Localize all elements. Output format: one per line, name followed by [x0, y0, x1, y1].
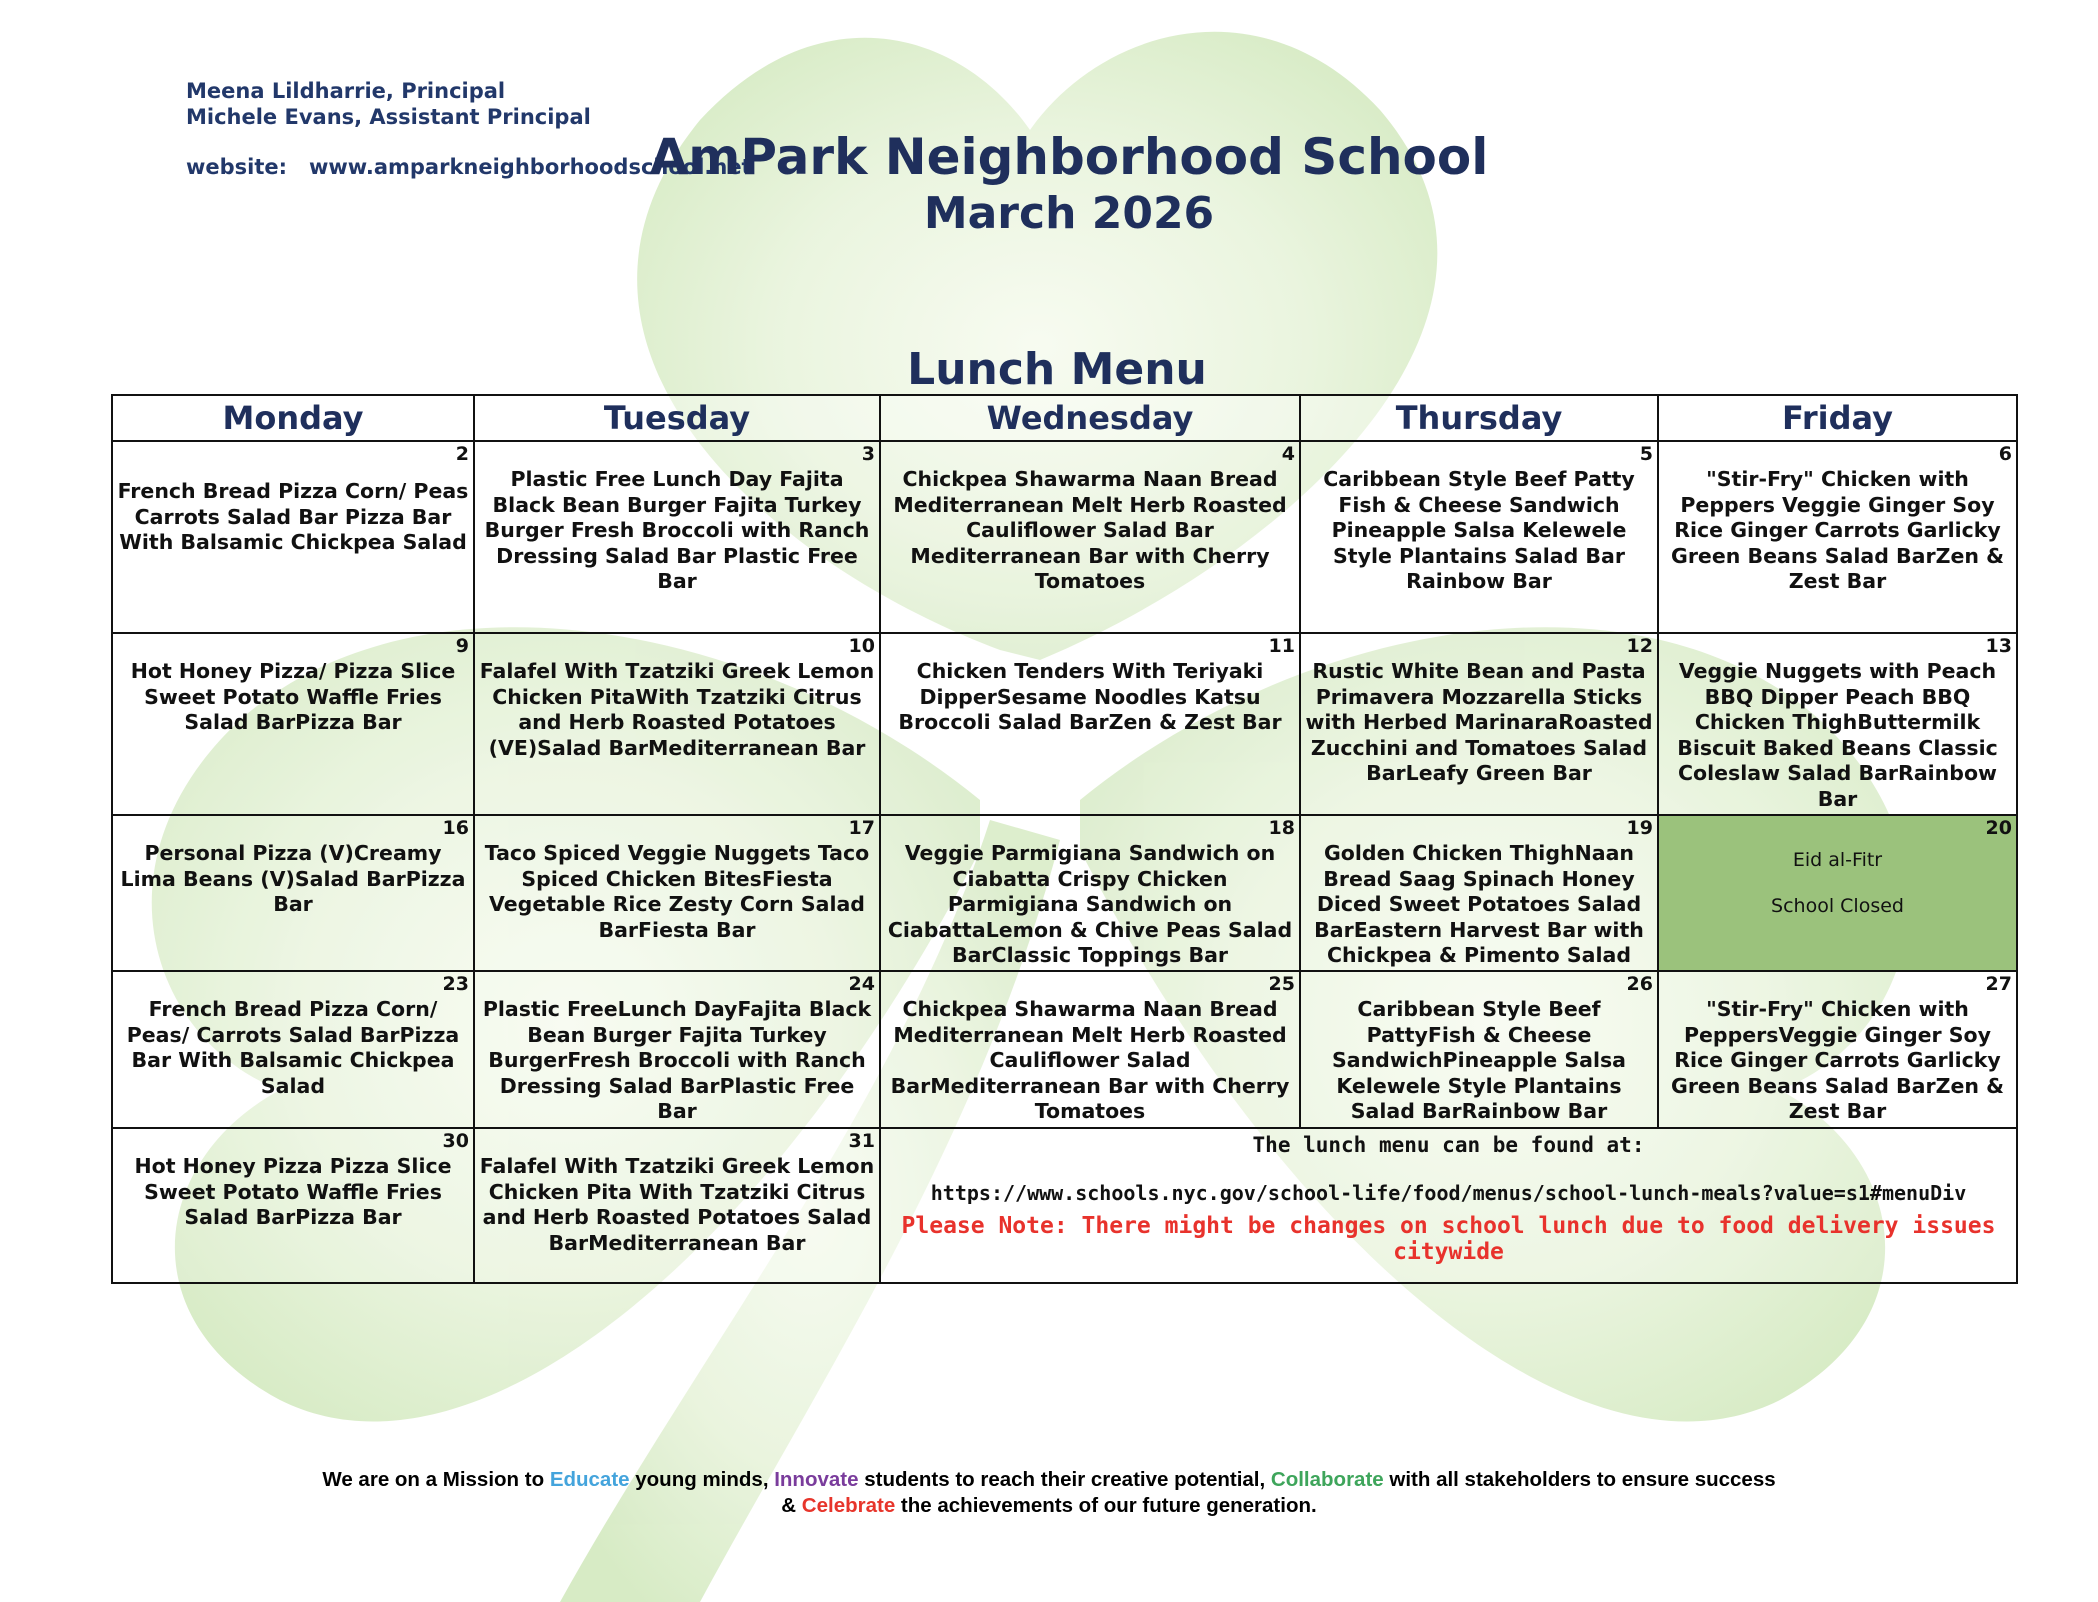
day-cell: [1300, 441, 1658, 633]
day-cell-closed: [1658, 815, 2017, 971]
month-title: March 2026: [923, 188, 1215, 239]
day-cell: [112, 815, 474, 971]
mission-text: with all stakeholders to ensure success: [1383, 1468, 1776, 1491]
school-name: AmPark Neighborhood School: [649, 128, 1489, 186]
day-number: 10: [848, 635, 875, 657]
day-menu: Chickpea Shawarma Naan Bread Mediterranean Melt Herb Roasted Cauliflower Salad Bar Mediterranean Bar with Cherry Tomatoes: [893, 467, 1287, 593]
mission-collaborate: Collaborate: [1270, 1468, 1384, 1491]
day-number: 31: [848, 1130, 875, 1152]
day-menu: Caribbean Style Beef PattyFish & Cheese SandwichPineapple Salsa Kelewele Style Plantains Salad BarRainbow Bar: [1331, 997, 1627, 1123]
day-menu: Plastic Free Lunch Day Fajita Black Bean Burger Fajita Turkey Burger Fresh Broccoli with Ranch Dressing Salad Bar Plastic Free Bar: [484, 467, 870, 593]
day-number: 3: [861, 443, 875, 465]
day-number: 30: [442, 1130, 469, 1152]
week-row: [112, 633, 2017, 815]
day-cell: [1658, 633, 2017, 815]
principal-name: Meena Lildharrie, Principal: [186, 79, 506, 103]
day-menu: Plastic FreeLunch DayFajita Black Bean Burger Fajita Turkey BurgerFresh Broccoli with Ranch Dressing Salad BarPlastic Free Bar: [482, 997, 872, 1123]
day-menu: "Stir-Fry" Chicken with PeppersVeggie Ginger Soy Rice Ginger Carrots Garlicky Green Beans Salad BarZen & Zest Bar: [1671, 997, 2004, 1123]
day-menu: Caribbean Style Beef Patty Fish & Cheese Sandwich Pineapple Salsa Kelewele Style Plantains Salad Bar Rainbow Bar: [1323, 467, 1635, 593]
day-menu: Golden Chicken ThighNaan Bread Saag Spinach Honey Diced Sweet Potatoes Salad BarEastern Harvest Bar with Chickpea & Pimento Salad: [1314, 841, 1644, 967]
day-number: 18: [1268, 817, 1295, 839]
day-menu: Chicken Tenders With Teriyaki DipperSesame Noodles Katsu Broccoli Salad BarZen & Zest Bar: [898, 659, 1282, 734]
day-cell: [1300, 633, 1658, 815]
day-cell: [474, 815, 880, 971]
week-row: [112, 441, 2017, 633]
day-menu: "Stir-Fry" Chicken with Peppers Veggie Ginger Soy Rice Ginger Carrots Garlicky Green Beans Salad BarZen & Zest Bar: [1671, 467, 2004, 593]
mission-text: the achievements of our future generation.: [895, 1494, 1317, 1517]
day-number: 23: [442, 973, 469, 995]
day-cell: [474, 971, 880, 1128]
day-menu: Veggie Nuggets with Peach BBQ Dipper Peach BBQ Chicken ThighButtermilk Biscuit Baked Beans Classic Coleslaw Salad BarRainbow Bar: [1677, 659, 1998, 811]
day-menu: Taco Spiced Veggie Nuggets Taco Spiced Chicken BitesFiesta Vegetable Rice Zesty Corn Salad BarFiesta Bar: [484, 841, 870, 942]
day-menu: Falafel With Tzatziki Greek Lemon Chicken Pita With Tzatziki Citrus and Herb Roasted Potatoes Salad BarMediterranean Bar: [479, 1154, 875, 1255]
weekday-header-row: [112, 395, 2017, 441]
day-menu: Veggie Parmigiana Sandwich on Ciabatta Crispy Chicken Parmigiana Sandwich on CiabattaLemon & Chive Peas Salad BarClassic Toppings Bar: [887, 841, 1293, 967]
day-cell: [112, 633, 474, 815]
day-number: 19: [1626, 817, 1653, 839]
mission-text: We are on a Mission to: [322, 1468, 550, 1491]
day-cell: [474, 633, 880, 815]
staff-block: [186, 78, 591, 130]
mission-line-2: [0, 1493, 2098, 1519]
day-menu: Chickpea Shawarma Naan Bread Mediterranean Melt Herb Roasted Cauliflower Salad BarMediterranean Bar with Cherry Tomatoes: [890, 997, 1290, 1123]
mission-line-1: [0, 1467, 2098, 1493]
website-link[interactable]: www.amparkneighborhoodschool.net: [309, 155, 752, 179]
day-cell: [474, 1128, 880, 1283]
day-cell: [1658, 971, 2017, 1128]
day-number: 25: [1268, 973, 1295, 995]
day-cell: [1658, 441, 2017, 633]
day-menu: French Bread Pizza Corn/ Peas Carrots Salad Bar Pizza Bar With Balsamic Chickpea Salad: [117, 479, 469, 554]
day-number: 4: [1281, 443, 1295, 465]
day-number: 9: [455, 635, 469, 657]
menu-note-warning: Please Note: There might be changes on school lunch due to food delivery issues citywide: [901, 1213, 1996, 1265]
day-menu: Rustic White Bean and Pasta Primavera Mozzarella Sticks with Herbed MarinaraRoasted Zucchini and Tomatoes Salad BarLeafy Green Bar: [1305, 659, 1653, 785]
day-number: 27: [1985, 973, 2012, 995]
day-number: 16: [442, 817, 469, 839]
week-row: [112, 1128, 2017, 1283]
mission-educate: Educate: [549, 1468, 630, 1491]
day-number: 12: [1626, 635, 1653, 657]
day-menu: Personal Pizza (V)Creamy Lima Beans (V)Salad BarPizza Bar: [120, 841, 466, 916]
day-menu: French Bread Pizza Corn/ Peas/ Carrots Salad BarPizza Bar With Balsamic Chickpea Salad: [126, 997, 460, 1098]
day-number: 17: [848, 817, 875, 839]
day-cell: [112, 971, 474, 1128]
week-row: [112, 815, 2017, 971]
day-number: 11: [1268, 635, 1295, 657]
lunch-calendar: [111, 394, 2018, 1284]
menu-note-heading: The lunch menu can be found at:: [1252, 1133, 1645, 1157]
mission-text: &: [781, 1494, 802, 1517]
menu-note-link[interactable]: https://www.schools.nyc.gov/school-life/food/menus/school-lunch-meals?value=s1#menuDiv: [930, 1180, 1967, 1205]
mission-text: young minds,: [629, 1468, 775, 1491]
week-row: [112, 971, 2017, 1128]
weekday-header: Tuesday: [474, 395, 880, 441]
day-cell: [880, 633, 1300, 815]
day-menu: Hot Honey Pizza/ Pizza Slice Sweet Potato Waffle Fries Salad BarPizza Bar: [130, 659, 456, 734]
day-cell: [880, 971, 1300, 1128]
weekday-header: Friday: [1658, 395, 2017, 441]
day-cell: [1300, 971, 1658, 1128]
closed-label: School Closed: [1771, 895, 1904, 917]
assistant-principal-name: Michele Evans, Assistant Principal: [186, 105, 591, 129]
weekday-header: Wednesday: [880, 395, 1300, 441]
day-number: 20: [1985, 817, 2012, 839]
day-cell: [880, 815, 1300, 971]
day-number: 13: [1985, 635, 2012, 657]
weekday-header: Thursday: [1300, 395, 1658, 441]
day-number: 6: [1998, 443, 2012, 465]
day-menu: Hot Honey Pizza Pizza Slice Sweet Potato Waffle Fries Salad BarPizza Bar: [134, 1154, 452, 1229]
day-cell: [112, 441, 474, 633]
holiday-name: Eid al-Fitr: [1792, 849, 1883, 871]
day-cell: [474, 441, 880, 633]
day-number: 5: [1639, 443, 1653, 465]
closure-notice: [1663, 847, 2012, 919]
menu-title: Lunch Menu: [907, 344, 1207, 395]
day-cell: [880, 441, 1300, 633]
day-cell: [1300, 815, 1658, 971]
day-menu: Falafel With Tzatziki Greek Lemon Chicken PitaWith Tzatziki Citrus and Herb Roasted Potatoes (VE)Salad BarMediterranean Bar: [479, 659, 875, 760]
day-number: 24: [848, 973, 875, 995]
mission-statement: [0, 1467, 2098, 1519]
day-cell: [112, 1128, 474, 1283]
weekday-header: Monday: [112, 395, 474, 441]
mission-text: students to reach their creative potential,: [858, 1468, 1271, 1491]
mission-innovate: Innovate: [774, 1468, 859, 1491]
day-number: 26: [1626, 973, 1653, 995]
menu-note-cell: [880, 1128, 2017, 1283]
website-label: website:: [186, 155, 288, 179]
day-number: 2: [455, 443, 469, 465]
mission-celebrate: Celebrate: [801, 1494, 896, 1517]
